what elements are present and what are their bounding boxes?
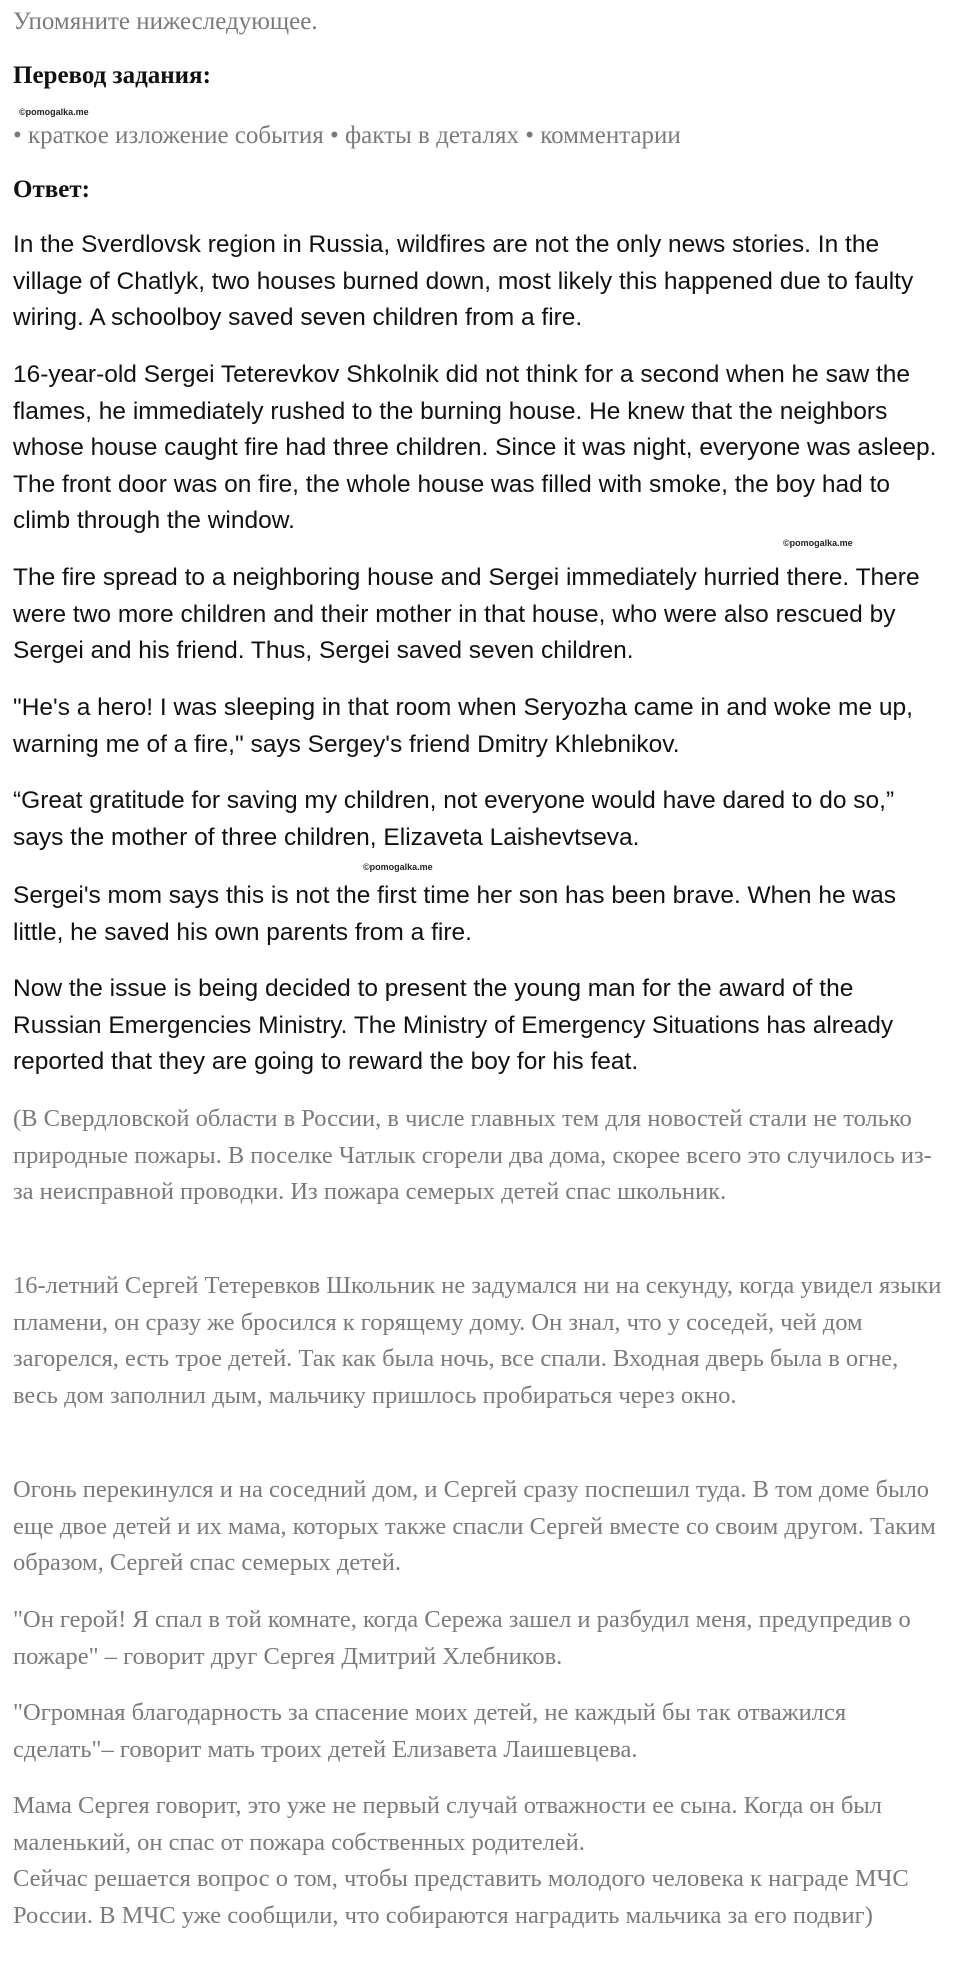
task-intro: Упомяните нижеследующее. [13,8,318,35]
english-paragraph-1: In the Sverdlovsk region in Russia, wildfires are not the only news stories. In the village of Chatlyk, two houses burned down, most likely this happened due to faulty wiring. A schoolboy saved seven children from a fire. [13,231,914,331]
english-paragraph-4: "He's a hero! I was sleeping in that room when Seryozha came in and woke me up, warning me of a fire," says Sergey's friend Dmitry Khlebnikov. [13,694,913,758]
english-paragraph-5: “Great gratitude for saving my children, not everyone would have dared to do so,” says the mother of three children, Elizaveta Laishevtseva. [13,787,895,851]
russian-paragraph-6: Мама Сергея говорит, это уже не первый случай отважности ее сына. Когда он был маленький, он спас от пожара собственных родителей. [13,1792,882,1856]
english-paragraph-2: 16-year-old Sergei Teterevkov Shkolnik did not think for a second when he saw the flames, he immediately rushed to the burning house. He knew that the neighbors whose house caught fire had three children. Since it was night, everyone was asleep. The front door was on fire, the whole house was filled with smoke, the boy had to climb through the window. [13,361,937,534]
russian-paragraph-5: "Огромная благодарность за спасение моих детей, не каждый бы так отважился сделать"– говорит мать троих детей Елизавета Лаишевцева. [13,1699,847,1763]
russian-paragraph-7: Сейчас решается вопрос о том, чтобы представить молодого человека к награде МЧС России. В МЧС уже сообщили, что собираются наградить мальчика за его подвиг) [13,1865,909,1929]
russian-paragraph-2: 16-летний Сергей Тетеревков Школьник не задумался ни на секунду, когда увидел языки пламени, он сразу же бросился к горящему дому. Он знал, что у соседей, чей дом загорелся, есть трое детей. Так как была ночь, все спали. Входная дверь была в огне, весь дом заполнил дым, мальчику пришлось пробираться через окно. [13,1272,942,1409]
watermark: ©pomogalka.me [363,862,433,872]
russian-paragraph-3: Огонь перекинулся и на соседний дом, и Сергей сразу поспешил туда. В том доме было еще двое детей и их мама, которых также спасли Сергей вместе со своим другом. Таким образом, Сергей спас семерых детей. [13,1476,936,1576]
watermark: ©pomogalka.me [19,107,89,117]
answer-heading: Ответ: [13,176,90,203]
watermark: ©pomogalka.me [783,538,853,548]
russian-paragraph-1: (В Свердловской области в России, в числе главных тем для новостей стали не только природные пожары. В поселке Чатлык сгорели два дома, скорее всего это случилось из-за неисправной проводки. Из пожара семерых детей спас школьник. [13,1105,932,1205]
english-paragraph-6: Sergei's mom says this is not the first time her son has been brave. When he was little, he saved his own parents from a fire. [13,882,896,946]
english-paragraph-3: The fire spread to a neighboring house and Sergei immediately hurried there. There were two more children and their mother in that house, who were also rescued by Sergei and his friend. Thus, Sergei saved seven children. [13,564,920,664]
russian-paragraph-4: "Он герой! Я спал в той комнате, когда Сережа зашел и разбудил меня, предупредив о пожаре" – говорит друг Сергея Дмитрий Хлебников. [13,1606,911,1670]
english-paragraph-7: Now the issue is being decided to present the young man for the award of the Russian Emergencies Ministry. The Ministry of Emergency Situations has already reported that they are going to reward the boy for his feat. [13,975,894,1075]
task-bullets: • краткое изложение события • факты в деталях • комментарии [13,122,681,149]
task-translation-heading: Перевод задания: [13,62,211,89]
